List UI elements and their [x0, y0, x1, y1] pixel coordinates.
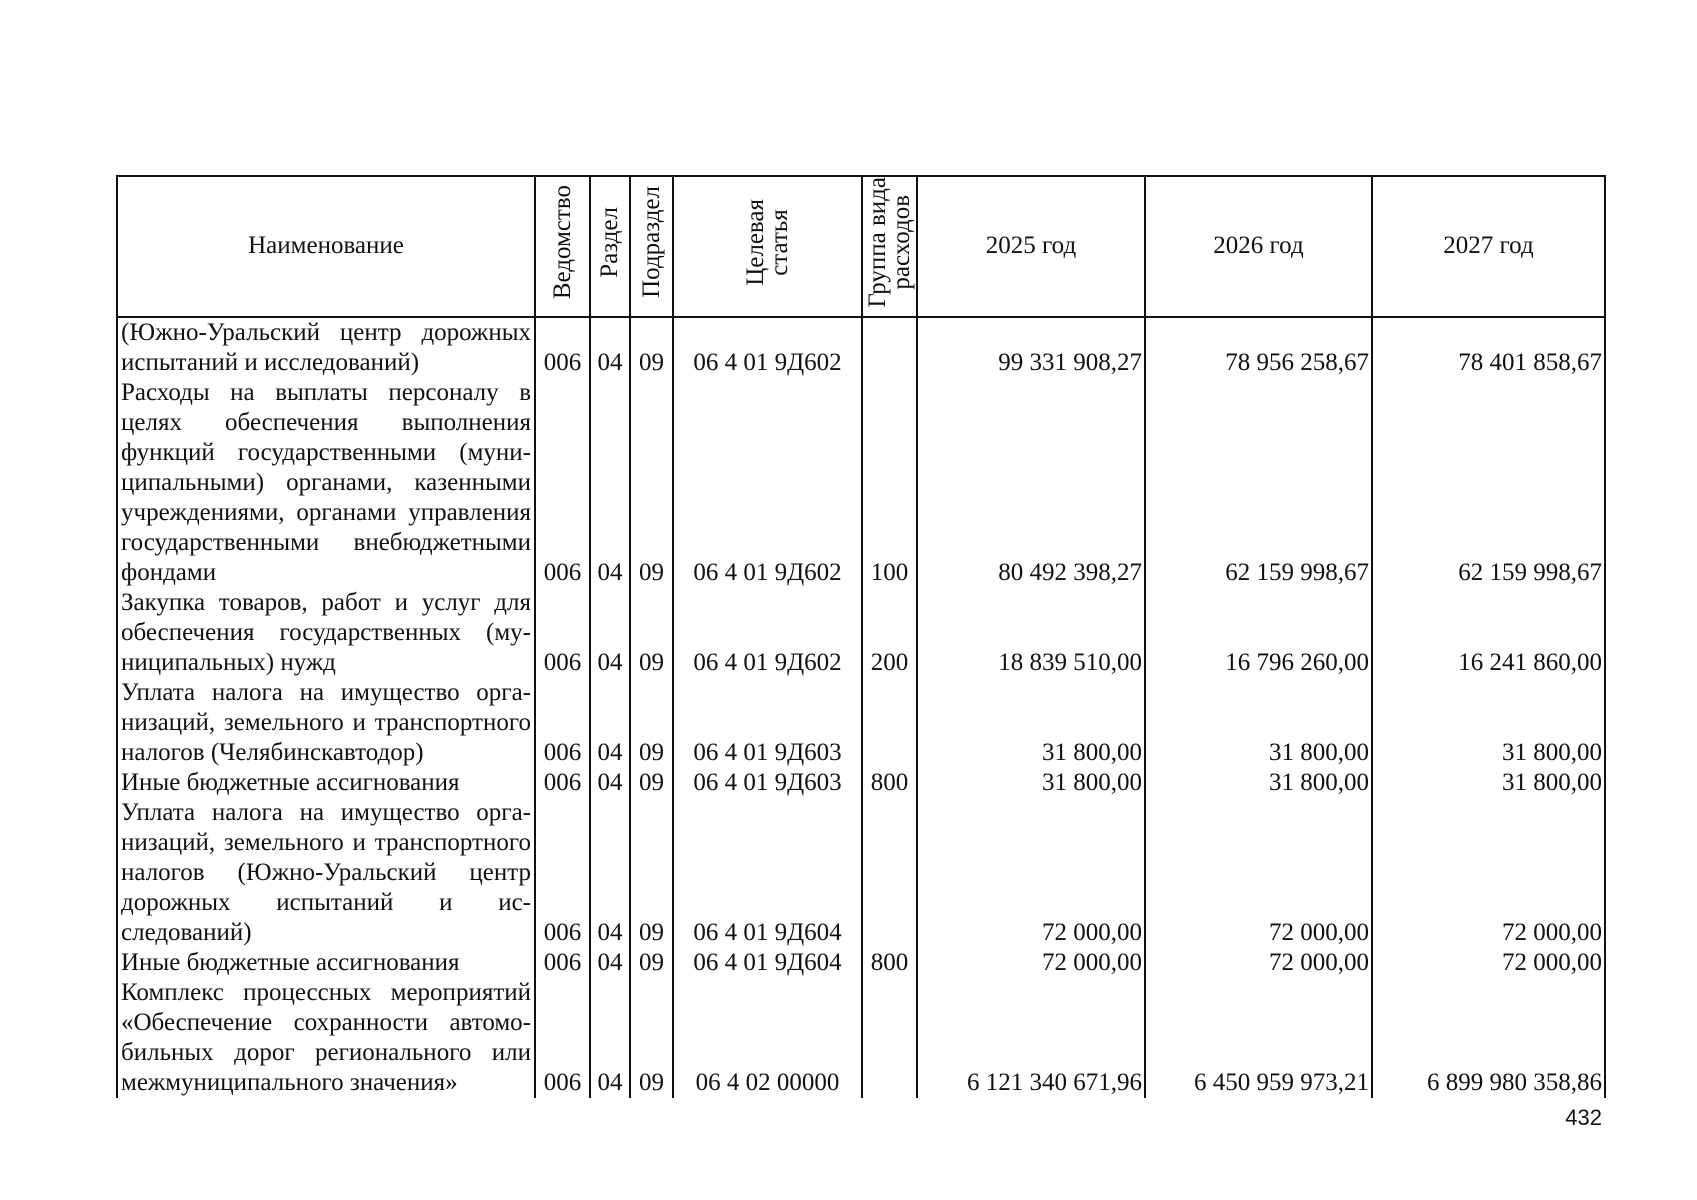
row-razdel: 04	[590, 588, 630, 678]
row-year-2027: 6 899 980 358,86	[1372, 978, 1605, 1098]
table-row	[117, 978, 1605, 1098]
row-year-2025: 31 800,00	[917, 768, 1145, 798]
row-celevaya-statya: 06 4 01 9Д602	[673, 588, 862, 678]
row-year-2027: 31 800,00	[1372, 678, 1605, 768]
row-celevaya-statya: 06 4 01 9Д603	[673, 678, 862, 768]
row-gruppa	[862, 678, 917, 768]
row-vedomstvo: 006	[535, 317, 590, 378]
row-celevaya-statya: 06 4 02 00000	[673, 978, 862, 1098]
table-header	[117, 176, 1605, 317]
table-row	[117, 798, 1605, 948]
row-year-2025: 31 800,00	[917, 678, 1145, 768]
header-year-2027: 2027 год	[1372, 176, 1605, 317]
row-year-2026: 72 000,00	[1145, 948, 1372, 978]
header-podrazdel-label: Подраздел	[637, 186, 665, 299]
row-year-2025: 72 000,00	[917, 798, 1145, 948]
row-year-2026: 31 800,00	[1145, 678, 1372, 768]
row-celevaya-statya: 06 4 01 9Д602	[673, 378, 862, 588]
row-razdel: 04	[590, 317, 630, 378]
row-vedomstvo: 006	[535, 588, 590, 678]
budget-table-sheet	[116, 175, 1604, 1098]
row-razdel: 04	[590, 678, 630, 768]
table-row	[117, 317, 1605, 378]
header-celevaya-statya	[673, 176, 862, 317]
row-razdel: 04	[590, 948, 630, 978]
row-celevaya-statya: 06 4 01 9Д602	[673, 317, 862, 378]
header-gruppa-vida-rashodov	[862, 176, 917, 317]
row-podrazdel: 09	[630, 798, 673, 948]
row-year-2027: 16 241 860,00	[1372, 588, 1605, 678]
row-name: Уплата налога на имущество организаций, земельного и транспортного налогов (Южно-Уральский центр дорожных испытаний и исследований)	[117, 798, 535, 948]
row-razdel: 04	[590, 798, 630, 948]
row-year-2025: 6 121 340 671,96	[917, 978, 1145, 1098]
row-name: Иные бюджетные ассигнования	[117, 948, 535, 978]
header-name: Наименование	[117, 176, 535, 317]
header-gruppa-vida-rashodov-label: Группа вида расходов	[863, 177, 915, 308]
row-podrazdel: 09	[630, 588, 673, 678]
row-razdel: 04	[590, 378, 630, 588]
header-year-2025: 2025 год	[917, 176, 1145, 317]
row-vedomstvo: 006	[535, 678, 590, 768]
row-name: Расходы на выплаты персоналу в целях обеспечения выполнения функций государственными (муниципальными) органами, казенными учреждениями, органами управления государственными внебюджетными фондами	[117, 378, 535, 588]
row-vedomstvo: 006	[535, 768, 590, 798]
row-vedomstvo: 006	[535, 798, 590, 948]
table-row	[117, 588, 1605, 678]
header-celevaya-statya-label: Целевая статья	[741, 198, 793, 286]
row-vedomstvo: 006	[535, 978, 590, 1098]
row-year-2025: 18 839 510,00	[917, 588, 1145, 678]
row-year-2026: 6 450 959 973,21	[1145, 978, 1372, 1098]
header-podrazdel	[630, 176, 673, 317]
row-vedomstvo: 006	[535, 948, 590, 978]
row-podrazdel: 09	[630, 678, 673, 768]
row-celevaya-statya: 06 4 01 9Д604	[673, 948, 862, 978]
table-row	[117, 768, 1605, 798]
row-gruppa: 800	[862, 948, 917, 978]
header-razdel	[590, 176, 630, 317]
row-year-2026: 62 159 998,67	[1145, 378, 1372, 588]
row-celevaya-statya: 06 4 01 9Д604	[673, 798, 862, 948]
row-name: Закупка товаров, работ и услуг для обеспечения государственных (муниципальных) нужд	[117, 588, 535, 678]
header-razdel-label: Раздел	[596, 206, 623, 278]
header-year-2026: 2026 год	[1145, 176, 1372, 317]
row-gruppa	[862, 798, 917, 948]
row-gruppa: 200	[862, 588, 917, 678]
row-gruppa: 800	[862, 768, 917, 798]
row-year-2026: 16 796 260,00	[1145, 588, 1372, 678]
row-razdel: 04	[590, 768, 630, 798]
table-row	[117, 378, 1605, 588]
header-vedomstvo-label: Ведомство	[548, 185, 576, 300]
row-vedomstvo: 006	[535, 378, 590, 588]
row-gruppa: 100	[862, 378, 917, 588]
row-podrazdel: 09	[630, 317, 673, 378]
table-row	[117, 678, 1605, 768]
row-podrazdel: 09	[630, 768, 673, 798]
table-row	[117, 948, 1605, 978]
row-year-2027: 31 800,00	[1372, 768, 1605, 798]
row-year-2025: 72 000,00	[917, 948, 1145, 978]
row-year-2026: 72 000,00	[1145, 798, 1372, 948]
table-body	[117, 317, 1605, 1098]
row-year-2025: 80 492 398,27	[917, 378, 1145, 588]
row-year-2027: 72 000,00	[1372, 798, 1605, 948]
row-gruppa	[862, 317, 917, 378]
row-name: Комплекс процессных мероприятий «Обеспечение сохранности автомобильных дорог регионального или межмуниципального значения»	[117, 978, 535, 1098]
row-year-2027: 72 000,00	[1372, 948, 1605, 978]
row-podrazdel: 09	[630, 378, 673, 588]
row-gruppa	[862, 978, 917, 1098]
page-number: 432	[1565, 1105, 1602, 1130]
row-year-2027: 78 401 858,67	[1372, 317, 1605, 378]
row-name: Уплата налога на имущество организаций, земельного и транспортного налогов (Челябинскавтодор)	[117, 678, 535, 768]
row-celevaya-statya: 06 4 01 9Д603	[673, 768, 862, 798]
row-year-2026: 31 800,00	[1145, 768, 1372, 798]
row-name: (Южно-Уральский центр дорожных испытаний и исследований)	[117, 317, 535, 378]
row-year-2027: 62 159 998,67	[1372, 378, 1605, 588]
header-row	[117, 176, 1605, 317]
budget-table	[116, 175, 1606, 1098]
header-vedomstvo	[535, 176, 590, 317]
row-podrazdel: 09	[630, 948, 673, 978]
row-razdel: 04	[590, 978, 630, 1098]
row-name: Иные бюджетные ассигнования	[117, 768, 535, 798]
row-year-2026: 78 956 258,67	[1145, 317, 1372, 378]
row-podrazdel: 09	[630, 978, 673, 1098]
row-year-2025: 99 331 908,27	[917, 317, 1145, 378]
